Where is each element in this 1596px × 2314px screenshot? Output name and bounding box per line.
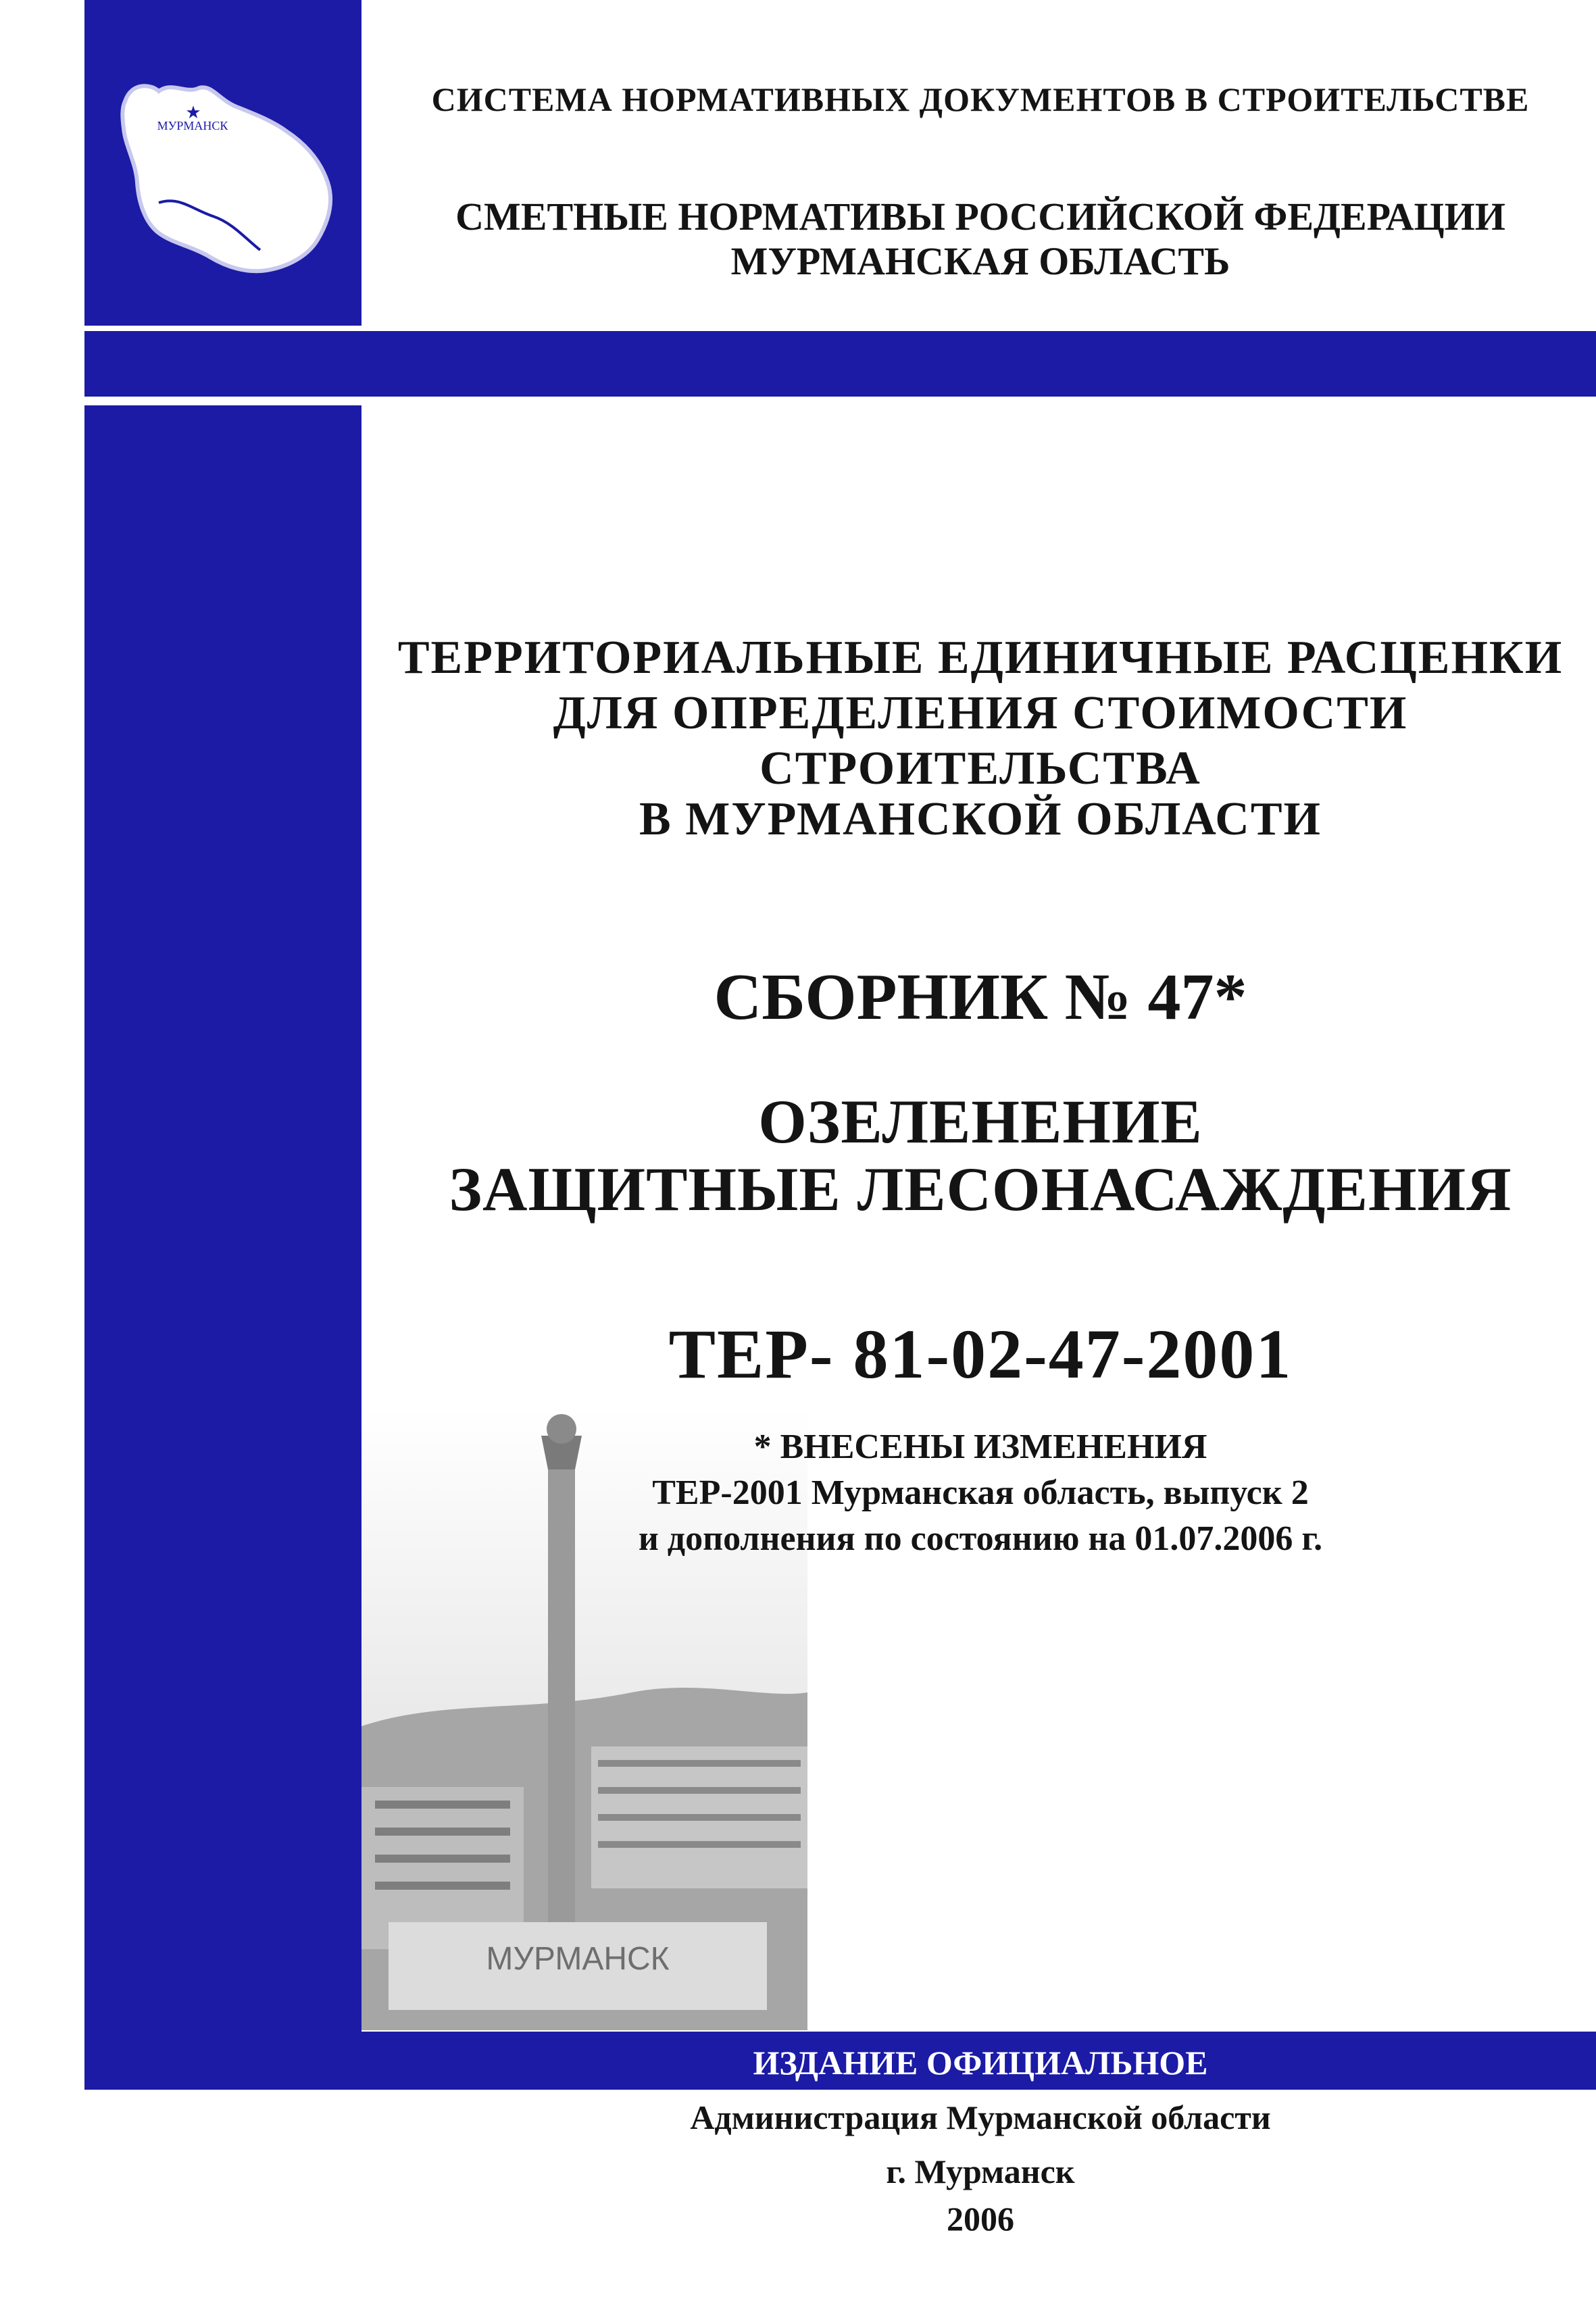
changes-line-1: * ВНЕСЕНЫ ИЗМЕНЕНИЯ bbox=[753, 1428, 1207, 1466]
subject-line-2: ЗАЩИТНЫЕ ЛЕСОНАСАЖДЕНИЯ bbox=[449, 1155, 1512, 1224]
left-stripe bbox=[84, 405, 361, 2032]
edition-label: ИЗДАНИЕ ОФИЦИАЛЬНОЕ bbox=[753, 2044, 1208, 2082]
map-panel bbox=[84, 0, 361, 326]
map-city-label: МУРМАНСК bbox=[157, 119, 228, 132]
title-line-1: ТЕРРИТОРИАЛЬНЫЕ ЕДИНИЧНЫЕ РАСЦЕНКИ bbox=[397, 632, 1564, 684]
city: г. Мурманск bbox=[886, 2153, 1075, 2190]
title-line-4: В МУРМАНСКОЙ ОБЛАСТИ bbox=[639, 793, 1322, 845]
header-line-3: МУРМАНСКАЯ ОБЛАСТЬ bbox=[730, 239, 1230, 283]
photo-city-sign: МУРМАНСК bbox=[486, 1941, 670, 1977]
subject-line-1: ОЗЕЛЕНЕНИЕ bbox=[758, 1087, 1203, 1156]
title-line-2: ДЛЯ ОПРЕДЕЛЕНИЯ СТОИМОСТИ bbox=[553, 687, 1408, 739]
header-line-1: СИСТЕМА НОРМАТИВНЫХ ДОКУМЕНТОВ В СТРОИТЕЛЬСТВЕ bbox=[431, 80, 1530, 118]
document-code: ТЕР- 81-02-47-2001 bbox=[668, 1315, 1293, 1393]
svg-text:★: ★ bbox=[185, 103, 201, 122]
top-band bbox=[84, 331, 1596, 397]
collection-number: СБОРНИК № 47* bbox=[714, 961, 1247, 1034]
title-line-3: СТРОИТЕЛЬСТВА bbox=[759, 743, 1201, 795]
changes-line-2: ТЕР-2001 Мурманская область, выпуск 2 bbox=[652, 1474, 1309, 1512]
header-line-2: СМЕТНЫЕ НОРМАТИВЫ РОССИЙСКОЙ ФЕДЕРАЦИИ bbox=[455, 195, 1505, 238]
year: 2006 bbox=[947, 2200, 1014, 2238]
changes-line-3: и дополнения по состоянию на 01.07.2006 г. bbox=[638, 1519, 1323, 1558]
murmansk-region-map-icon bbox=[84, 0, 361, 326]
publisher: Администрация Мурманской области bbox=[690, 2098, 1271, 2136]
